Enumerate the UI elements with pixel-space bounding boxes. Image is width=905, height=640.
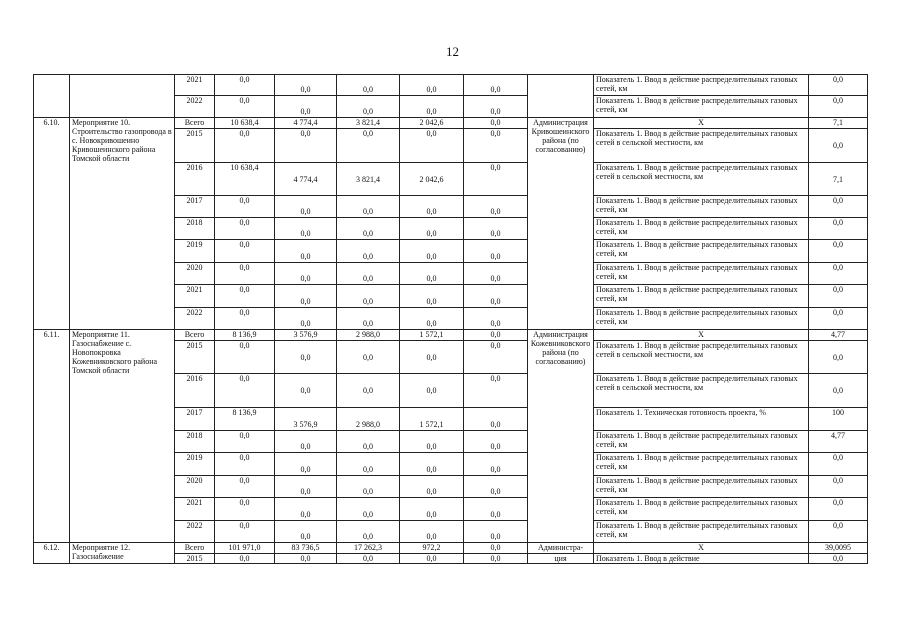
indicator-cell: Показатель 1. Ввод в действие распределительных газовых сетей, км [594, 240, 809, 263]
indicator-value: 0,0 [809, 96, 868, 118]
total-cell: 10 638,4 [215, 118, 275, 129]
indicator-value: 0,0 [809, 129, 868, 163]
indicator-value: 39,0095 [809, 543, 868, 554]
extra-cell: 0,0 [464, 330, 528, 341]
total-cell: 0,0 [215, 218, 275, 240]
year-cell: Всего [175, 118, 215, 129]
indicator-cell: Показатель 1. Ввод в действие распределительных газовых сетей в сельской местности, км [594, 163, 809, 196]
regional-cell: 2 988,0 [337, 408, 400, 431]
year-cell: 2022 [175, 521, 215, 543]
extra-cell: 0,0 [464, 218, 528, 240]
regional-cell: 0,0 [337, 263, 400, 285]
regional-cell: 0,0 [337, 75, 400, 96]
executor-cell [528, 75, 594, 118]
federal-cell: 0,0 [275, 453, 337, 476]
federal-cell: 0,0 [275, 476, 337, 498]
local-cell: 0,0 [400, 374, 464, 408]
year-cell: 2021 [175, 498, 215, 521]
indicator-cell: Показатель 1. Ввод в действие распределительных газовых сетей, км [594, 218, 809, 240]
total-cell: 0,0 [215, 521, 275, 543]
year-cell: 2022 [175, 96, 215, 118]
indicator-cell: Показатель 1. Ввод в действие распределительных газовых сетей, км [594, 263, 809, 285]
indicator-value: 0,0 [809, 218, 868, 240]
indicator-value: 0,0 [809, 308, 868, 330]
year-cell: 2016 [175, 163, 215, 196]
indicator-value: 7,1 [809, 163, 868, 196]
regional-cell: 0,0 [337, 308, 400, 330]
indicator-value: 4,77 [809, 431, 868, 453]
year-cell: 2016 [175, 374, 215, 408]
local-cell: 0,0 [400, 308, 464, 330]
local-cell: 2 042,6 [400, 118, 464, 129]
indicator-value: 0,0 [809, 341, 868, 374]
regional-cell: 0,0 [337, 498, 400, 521]
total-cell: 0,0 [215, 129, 275, 163]
local-cell: 0,0 [400, 196, 464, 218]
total-cell: 0,0 [215, 196, 275, 218]
indicator-cell: Показатель 1. Ввод в действие распределительных газовых сетей, км [594, 196, 809, 218]
local-cell: 0,0 [400, 96, 464, 118]
total-cell: 10 638,4 [215, 163, 275, 196]
year-cell: 2022 [175, 308, 215, 330]
indicator-value: 0,0 [809, 240, 868, 263]
name-cell [70, 75, 175, 118]
year-cell: 2015 [175, 341, 215, 374]
total-cell: 0,0 [215, 498, 275, 521]
local-cell: 0,0 [400, 263, 464, 285]
extra-cell: 0,0 [464, 431, 528, 453]
year-cell: 2017 [175, 408, 215, 431]
extra-cell: 0,0 [464, 554, 528, 564]
federal-cell: 3 576,9 [275, 408, 337, 431]
regional-cell: 0,0 [337, 341, 400, 374]
year-cell: 2019 [175, 453, 215, 476]
activity-number: 6.11. [34, 330, 70, 543]
federal-cell: 0,0 [275, 498, 337, 521]
federal-cell: 0,0 [275, 218, 337, 240]
extra-cell: 0,0 [464, 263, 528, 285]
regional-cell: 0,0 [337, 96, 400, 118]
year-cell: Всего [175, 543, 215, 554]
indicator-cell: Показатель 1. Ввод в действие распределительных газовых сетей в сельской местности, км [594, 129, 809, 163]
extra-cell: 0,0 [464, 341, 528, 374]
total-cell: 8 136,9 [215, 330, 275, 341]
indicator-cell: Показатель 1. Ввод в действие распределительных газовых сетей, км [594, 453, 809, 476]
regional-cell: 0,0 [337, 453, 400, 476]
regional-cell: 17 262,3 [337, 543, 400, 554]
total-cell: 0,0 [215, 453, 275, 476]
total-cell: 0,0 [215, 476, 275, 498]
table-row [34, 118, 868, 129]
indicator-cell: Показатель 1. Ввод в действие распределительных газовых сетей, км [594, 308, 809, 330]
year-cell: 2019 [175, 240, 215, 263]
total-cell: 0,0 [215, 308, 275, 330]
executor-cell: Администрация Кожевниковского района (по согласованию) [528, 330, 594, 543]
federal-cell: 4 774,4 [275, 118, 337, 129]
federal-cell: 0,0 [275, 96, 337, 118]
federal-cell: 0,0 [275, 341, 337, 374]
extra-cell: 0,0 [464, 308, 528, 330]
num-cell [34, 75, 70, 118]
indicator-value: 0,0 [809, 196, 868, 218]
total-cell: 0,0 [215, 341, 275, 374]
regional-cell: 0,0 [337, 374, 400, 408]
year-cell: 2017 [175, 196, 215, 218]
extra-cell: 0,0 [464, 374, 528, 408]
local-cell: 0,0 [400, 240, 464, 263]
federal-cell: 0,0 [275, 374, 337, 408]
year-cell: 2015 [175, 554, 215, 564]
indicator-value: 0,0 [809, 498, 868, 521]
federal-cell: 0,0 [275, 240, 337, 263]
regional-cell: 0,0 [337, 554, 400, 564]
indicator-cell: Показатель 1. Ввод в действие распределительных газовых сетей, км [594, 75, 809, 96]
extra-cell: 0,0 [464, 476, 528, 498]
total-cell: 0,0 [215, 96, 275, 118]
federal-cell: 4 774,4 [275, 163, 337, 196]
federal-cell: 0,0 [275, 285, 337, 308]
regional-cell: 0,0 [337, 476, 400, 498]
activity-name: Мероприятие 11. Газоснабжение с. Новопокровка Кожевниковского района Томской области [70, 330, 175, 543]
extra-cell: 0,0 [464, 129, 528, 163]
activity-number: 6.10. [34, 118, 70, 330]
federal-cell: 0,0 [275, 75, 337, 96]
regional-cell: 0,0 [337, 196, 400, 218]
indicator-value: 0,0 [809, 453, 868, 476]
total-cell: 0,0 [215, 240, 275, 263]
federal-cell: 0,0 [275, 521, 337, 543]
local-cell: 0,0 [400, 498, 464, 521]
extra-cell: 0,0 [464, 196, 528, 218]
table-row [34, 330, 868, 341]
local-cell: 0,0 [400, 75, 464, 96]
year-cell: 2015 [175, 129, 215, 163]
total-cell: 8 136,9 [215, 408, 275, 431]
local-cell: 2 042,6 [400, 163, 464, 196]
federal-cell: 3 576,9 [275, 330, 337, 341]
local-cell: 0,0 [400, 521, 464, 543]
local-cell: 1 572,1 [400, 330, 464, 341]
federal-cell: 0,0 [275, 196, 337, 218]
regional-cell: 0,0 [337, 240, 400, 263]
year-cell: 2020 [175, 263, 215, 285]
page-number: 12 [446, 44, 459, 59]
indicator-value: 7,1 [809, 118, 868, 129]
program-activities-table [33, 74, 868, 564]
extra-cell: 0,0 [464, 96, 528, 118]
federal-cell: 0,0 [275, 554, 337, 564]
federal-cell: 0,0 [275, 129, 337, 163]
local-cell: 0,0 [400, 129, 464, 163]
activity-number: 6.12. [34, 543, 70, 564]
local-cell: 0,0 [400, 218, 464, 240]
total-cell: 0,0 [215, 431, 275, 453]
regional-cell: 0,0 [337, 521, 400, 543]
year-cell: 2020 [175, 476, 215, 498]
total-cell: 0,0 [215, 285, 275, 308]
regional-cell: 0,0 [337, 431, 400, 453]
activity-name: Мероприятие 10. Строительство газопровода в с. Новокривошеино Кривошеинского района Томской области [70, 118, 175, 330]
indicator-cell: Показатель 1. Ввод в действие распределительных газовых сетей, км [594, 285, 809, 308]
extra-cell: 0,0 [464, 498, 528, 521]
federal-cell: 0,0 [275, 431, 337, 453]
indicator-value: 0,0 [809, 476, 868, 498]
indicator-cell: Показатель 1. Ввод в действие распределительных газовых сетей, км [594, 96, 809, 118]
local-cell: 0,0 [400, 453, 464, 476]
extra-cell: 0,0 [464, 543, 528, 554]
regional-cell: 3 821,4 [337, 163, 400, 196]
regional-cell: 0,0 [337, 285, 400, 308]
executor-cell: ция [528, 554, 594, 564]
executor-cell: Администра- [528, 543, 594, 554]
year-cell: Всего [175, 330, 215, 341]
extra-cell: 0,0 [464, 408, 528, 431]
activity-name: Мероприятие 12. Газоснабжение [70, 543, 175, 564]
year-cell: 2018 [175, 431, 215, 453]
total-cell: 101 971,0 [215, 543, 275, 554]
federal-cell: 83 736,5 [275, 543, 337, 554]
indicator-cell: Показатель 1. Ввод в действие распределительных газовых сетей, км [594, 521, 809, 543]
indicator-value: 0,0 [809, 554, 868, 564]
executor-cell: Администрация Кривошеинского района (по согласованию) [528, 118, 594, 330]
local-cell: 0,0 [400, 476, 464, 498]
regional-cell: 0,0 [337, 129, 400, 163]
indicator-cell: Показатель 1. Ввод в действие распределительных газовых сетей в сельской местности, км [594, 341, 809, 374]
indicator-cell: Показатель 1. Ввод в действие распределительных газовых сетей, км [594, 431, 809, 453]
extra-cell: 0,0 [464, 163, 528, 196]
table-row [34, 543, 868, 554]
extra-cell: 0,0 [464, 521, 528, 543]
indicator-cell: Показатель 1. Ввод в действие распределительных газовых сетей, км [594, 498, 809, 521]
indicator-value: 0,0 [809, 75, 868, 96]
regional-cell: 0,0 [337, 218, 400, 240]
indicator-x: X [594, 330, 809, 341]
federal-cell: 0,0 [275, 263, 337, 285]
extra-cell: 0,0 [464, 118, 528, 129]
table-row [34, 75, 868, 96]
regional-cell: 2 988,0 [337, 330, 400, 341]
total-cell: 0,0 [215, 554, 275, 564]
indicator-value: 4,77 [809, 330, 868, 341]
indicator-value: 0,0 [809, 521, 868, 543]
indicator-cell: Показатель 1. Техническая готовность проекта, % [594, 408, 809, 431]
local-cell: 0,0 [400, 285, 464, 308]
indicator-cell: Показатель 1. Ввод в действие [594, 554, 809, 564]
indicator-value: 100 [809, 408, 868, 431]
extra-cell: 0,0 [464, 453, 528, 476]
local-cell: 0,0 [400, 431, 464, 453]
total-cell: 0,0 [215, 75, 275, 96]
extra-cell: 0,0 [464, 285, 528, 308]
total-cell: 0,0 [215, 263, 275, 285]
total-cell: 0,0 [215, 374, 275, 408]
year-cell: 2018 [175, 218, 215, 240]
regional-cell: 3 821,4 [337, 118, 400, 129]
indicator-x: X [594, 118, 809, 129]
indicator-value: 0,0 [809, 263, 868, 285]
local-cell: 0,0 [400, 341, 464, 374]
indicator-cell: Показатель 1. Ввод в действие распределительных газовых сетей в сельской местности, км [594, 374, 809, 408]
local-cell: 0,0 [400, 554, 464, 564]
local-cell: 972,2 [400, 543, 464, 554]
year-cell: 2021 [175, 285, 215, 308]
federal-cell: 0,0 [275, 308, 337, 330]
indicator-x: X [594, 543, 809, 554]
extra-cell: 0,0 [464, 75, 528, 96]
indicator-value: 0,0 [809, 285, 868, 308]
local-cell: 1 572,1 [400, 408, 464, 431]
indicator-value: 0,0 [809, 374, 868, 408]
year-cell: 2021 [175, 75, 215, 96]
indicator-cell: Показатель 1. Ввод в действие распределительных газовых сетей, км [594, 476, 809, 498]
extra-cell: 0,0 [464, 240, 528, 263]
